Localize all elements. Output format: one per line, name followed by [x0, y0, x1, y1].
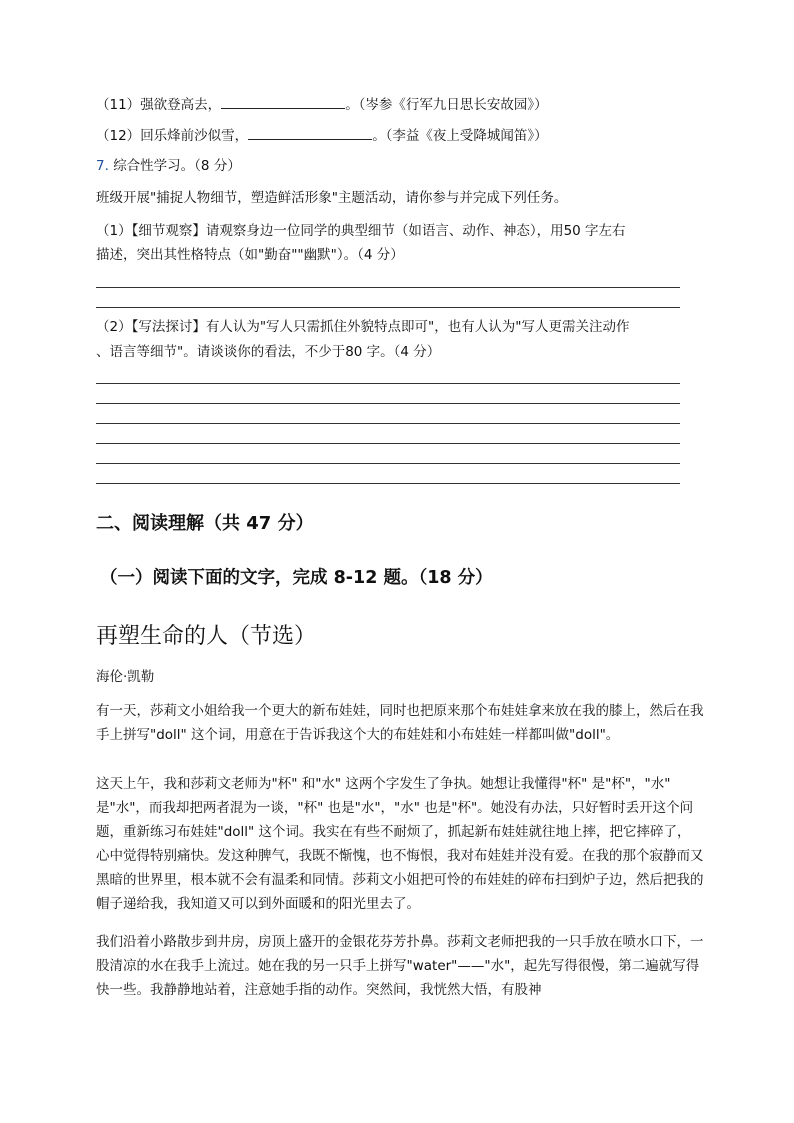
article-paragraph-1: 有一天，莎莉文小姐给我一个更大的新布娃娃，同时也把原来那个布娃娃拿来放在我的膝上，然后在我手上拼写"doll" 这个词，用意在于告诉我这个大的布娃娃和小布娃娃一样都叫做"doll"。: [96, 703, 704, 743]
poem-number: （11）: [96, 97, 141, 113]
question-7-title: [96, 156, 241, 176]
poem-number: （12）: [96, 128, 141, 144]
question-number: 7.: [96, 158, 109, 174]
task-1-line-2: 描述，突出其性格特点（如"勤奋""幽默"）。（4 分）: [96, 247, 404, 263]
answer-blank[interactable]: [221, 94, 345, 109]
answer-rule[interactable]: [96, 307, 680, 308]
poem-text: 强欲登高去，: [140, 97, 222, 113]
answer-rule[interactable]: [96, 403, 680, 404]
subsection-heading: （一）阅读下面的文字，完成 8-12 题。（18 分）: [100, 568, 493, 588]
question-title: 综合性学习。（8 分）: [113, 158, 241, 174]
task-2-line-2: 、语言等细节"。请谈谈你的看法，不少于80 字。（4 分）: [96, 344, 441, 360]
poem-line-12: [96, 125, 548, 146]
article-title: 再塑生命的人（节选）: [96, 624, 317, 649]
answer-rule[interactable]: [96, 483, 680, 484]
answer-rule[interactable]: [96, 383, 680, 384]
task-2-line-1: （2）【写法探讨】有人认为"写人只需抓住外貌特点即可"，也有人认为"写人更需关注动作: [96, 319, 630, 335]
poem-source: 。（李益《夜上受降城闻笛》）: [372, 128, 548, 144]
answer-rule[interactable]: [96, 463, 680, 464]
poem-line-11: [96, 94, 548, 115]
section-heading: 二、阅读理解（共 47 分）: [96, 513, 314, 534]
question-7-intro: 班级开展"捕捉人物细节，塑造鲜活形象"主题活动，请你参与并完成下列任务。: [96, 190, 568, 206]
article-paragraph-3: 我们沿着小路散步到井房，房顶上盛开的金银花芬芳扑鼻。莎莉文老师把我的一只手放在喷水口下，一股清凉的水在我手上流过。她在我的另一只手上拼写"water"——"水"，起先写得很慢，第二遍就写得快一些。我静静地站着，注意她手指的动作。突然间，我恍然大悟，有股神: [96, 934, 704, 998]
answer-rule[interactable]: [96, 287, 680, 288]
task-1-line-1: （1）【细节观察】请观察身边一位同学的典型细节（如语言、动作、神态），用50 字左右: [96, 223, 626, 239]
answer-rule[interactable]: [96, 423, 680, 424]
article-author: 海伦·凯勒: [96, 669, 155, 685]
poem-text: 回乐烽前沙似雪，: [140, 128, 249, 144]
answer-rule[interactable]: [96, 443, 680, 444]
article-paragraph-2: 这天上午，我和莎莉文老师为"杯" 和"水" 这两个字发生了争执。她想让我懂得"杯" 是"杯"，"水" 是"水"，而我却把两者混为一谈，"杯" 也是"水"，"水" 也是"杯"。她没有办法，只好暂时丢开这个问题，重新练习布娃娃"doll" 这个词。我实在有些不耐烦了，抓起新布娃娃就往地上摔，把它摔碎了，心中觉得特别痛快。发这种脾气，我既不惭愧，也不悔恨，我对布娃娃并没有爱。在我的那个寂静而又黑暗的世界里，根本就不会有温柔和同情。莎莉文小姐把可怜的布娃娃的碎布扫到炉子边，然后把我的帽子递给我，我知道又可以到外面暖和的阳光里去了。: [96, 776, 704, 912]
answer-blank[interactable]: [248, 125, 372, 140]
poem-source: 。（岑参《行军九日思长安故园》）: [345, 97, 548, 113]
